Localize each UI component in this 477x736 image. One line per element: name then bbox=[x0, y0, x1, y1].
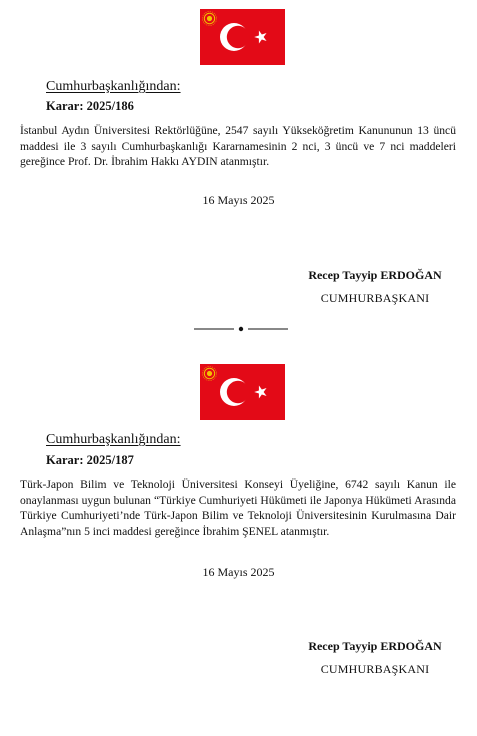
decision-date: 16 Mayıs 2025 bbox=[202, 565, 275, 579]
decision-number: Karar: 2025/187 bbox=[46, 453, 134, 467]
signature-block bbox=[300, 268, 450, 306]
signature-block bbox=[300, 639, 450, 677]
signer-first-name: Recep Tayyip bbox=[308, 639, 381, 653]
decision-body: Türk-Japon Bilim ve Teknoloji Üniversitesi Konseyi Üyeliğine, 6742 sayılı Kanun ile onaylanması uygun bulunan “Türkiye Cumhuriyeti Hükümeti ile Japonya Hükümeti Arasında Türkiye Cumhuriyeti’nde Türk-Japon Bilim ve Teknoloji Üniversitesinin Kurulmasına Dair Anlaşma”nın 5 inci maddesi gereğince İbrahim ŞENEL atanmıştır. bbox=[20, 478, 456, 538]
signer-title: CUMHURBAŞKANI bbox=[320, 291, 430, 305]
decision-number: Karar: 2025/186 bbox=[46, 99, 134, 113]
signer-last-name: ERDOĞAN bbox=[380, 639, 442, 653]
dash-dot-dash-separator bbox=[190, 324, 290, 334]
issuer-heading: Cumhurbaşkanlığından: bbox=[46, 79, 181, 94]
decision-date: 16 Mayıs 2025 bbox=[202, 193, 275, 207]
decision-body: İstanbul Aydın Üniversitesi Rektörlüğüne, 2547 sayılı Yükseköğretim Kanununun 13 üncü maddesi ile 3 sayılı Cumhurbaşkanlığı Kararnamesinin 2 nci, 3 üncü ve 7 nci maddeleri gereğince Prof. Dr. İbrahim Hakkı AYDIN atanmıştır. bbox=[20, 124, 456, 169]
signer-title: CUMHURBAŞKANI bbox=[320, 662, 430, 676]
turkish-flag-icon bbox=[200, 9, 285, 65]
turkish-flag-icon bbox=[200, 364, 285, 420]
signer-name bbox=[300, 639, 450, 654]
issuer-heading: Cumhurbaşkanlığından: bbox=[46, 432, 181, 447]
signer-name bbox=[300, 268, 450, 283]
signer-first-name: Recep Tayyip bbox=[308, 268, 381, 282]
signer-last-name: ERDOĞAN bbox=[380, 268, 442, 282]
